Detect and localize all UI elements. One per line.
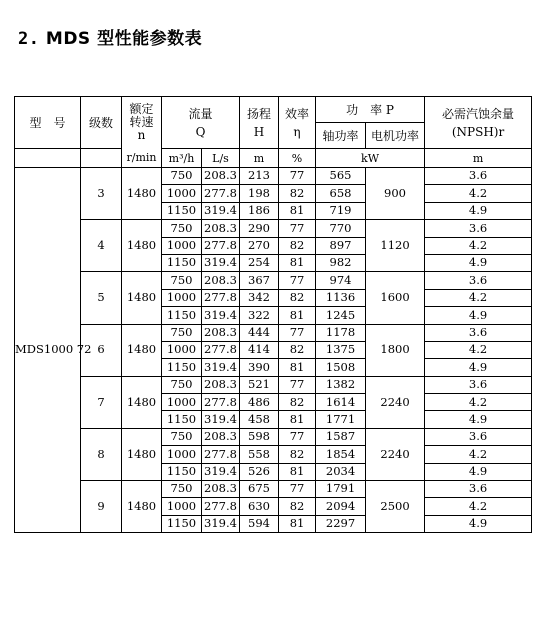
flow-ls-cell: 277.8	[202, 289, 240, 306]
flow-m3h-cell: 750	[162, 428, 202, 445]
flow-ls-cell: 208.3	[202, 220, 240, 237]
shaft-power-cell: 1508	[316, 359, 366, 376]
shaft-power-cell: 974	[316, 272, 366, 289]
unit-npsh: m	[425, 149, 532, 168]
head-cell: 270	[240, 237, 279, 254]
npsh-cell: 4.9	[425, 463, 532, 480]
flow-m3h-cell: 1000	[162, 498, 202, 515]
flow-ls-cell: 319.4	[202, 411, 240, 428]
head-cell: 486	[240, 394, 279, 411]
title-text: MDS 型性能参数表	[45, 29, 203, 49]
header-power: 功 率 P	[316, 97, 425, 123]
shaft-power-cell: 770	[316, 220, 366, 237]
npsh-cell: 4.2	[425, 289, 532, 306]
shaft-power-cell: 1382	[316, 376, 366, 393]
shaft-power-cell: 658	[316, 185, 366, 202]
head-cell: 322	[240, 307, 279, 324]
flow-ls-cell: 277.8	[202, 185, 240, 202]
efficiency-cell: 77	[279, 324, 316, 341]
flow-m3h-cell: 750	[162, 220, 202, 237]
stages-cell: 6	[81, 324, 122, 376]
shaft-power-cell: 2034	[316, 463, 366, 480]
npsh-cell: 4.9	[425, 307, 532, 324]
efficiency-cell: 81	[279, 202, 316, 219]
shaft-power-cell: 1791	[316, 481, 366, 498]
header-efficiency: 效率 η	[279, 97, 316, 149]
header-model: 型 号	[15, 97, 81, 149]
flow-ls-cell: 208.3	[202, 272, 240, 289]
npsh-cell: 4.2	[425, 185, 532, 202]
flow-m3h-cell: 750	[162, 324, 202, 341]
flow-ls-cell: 208.3	[202, 324, 240, 341]
efficiency-cell: 82	[279, 394, 316, 411]
efficiency-cell: 77	[279, 376, 316, 393]
flow-ls-cell: 208.3	[202, 376, 240, 393]
efficiency-cell: 77	[279, 220, 316, 237]
npsh-cell: 3.6	[425, 272, 532, 289]
unit-efficiency: %	[279, 149, 316, 168]
head-cell: 367	[240, 272, 279, 289]
stages-cell: 3	[81, 168, 122, 220]
npsh-cell: 3.6	[425, 376, 532, 393]
flow-ls-cell: 208.3	[202, 168, 240, 185]
table-row	[15, 324, 532, 341]
head-cell: 594	[240, 515, 279, 532]
npsh-cell: 4.2	[425, 237, 532, 254]
npsh-cell: 3.6	[425, 168, 532, 185]
header-motor-power: 电机功率	[366, 123, 425, 149]
head-cell: 444	[240, 324, 279, 341]
unit-model-blank	[15, 149, 81, 168]
unit-power: kW	[316, 149, 425, 168]
flow-m3h-cell: 1150	[162, 515, 202, 532]
header-speed: 额定 转速 n	[122, 97, 162, 149]
header-shaft-power: 轴功率	[316, 123, 366, 149]
flow-m3h-cell: 1150	[162, 463, 202, 480]
shaft-power-cell: 1587	[316, 428, 366, 445]
npsh-cell: 4.9	[425, 411, 532, 428]
stages-cell: 8	[81, 428, 122, 480]
flow-m3h-cell: 750	[162, 376, 202, 393]
motor-power-cell: 1800	[366, 324, 425, 376]
head-cell: 254	[240, 254, 279, 271]
flow-m3h-cell: 1000	[162, 446, 202, 463]
table-row	[15, 168, 532, 185]
stages-cell: 7	[81, 376, 122, 428]
table-row	[15, 428, 532, 445]
speed-cell: 1480	[122, 324, 162, 376]
flow-ls-cell: 277.8	[202, 498, 240, 515]
flow-m3h-cell: 1150	[162, 411, 202, 428]
efficiency-cell: 77	[279, 272, 316, 289]
npsh-cell: 4.2	[425, 394, 532, 411]
flow-ls-cell: 208.3	[202, 428, 240, 445]
flow-m3h-cell: 1000	[162, 341, 202, 358]
efficiency-cell: 77	[279, 428, 316, 445]
shaft-power-cell: 1245	[316, 307, 366, 324]
speed-cell: 1480	[122, 481, 162, 533]
flow-m3h-cell: 1150	[162, 307, 202, 324]
motor-power-cell: 900	[366, 168, 425, 220]
speed-cell: 1480	[122, 272, 162, 324]
npsh-cell: 4.9	[425, 254, 532, 271]
npsh-cell: 4.2	[425, 498, 532, 515]
head-cell: 675	[240, 481, 279, 498]
efficiency-cell: 81	[279, 307, 316, 324]
speed-cell: 1480	[122, 376, 162, 428]
shaft-power-cell: 2094	[316, 498, 366, 515]
shaft-power-cell: 1614	[316, 394, 366, 411]
header-stages: 级数	[81, 97, 122, 149]
efficiency-cell: 82	[279, 289, 316, 306]
shaft-power-cell: 1136	[316, 289, 366, 306]
npsh-cell: 4.9	[425, 359, 532, 376]
speed-cell: 1480	[122, 428, 162, 480]
title-number: 2.	[18, 29, 40, 49]
flow-m3h-cell: 1000	[162, 394, 202, 411]
flow-ls-cell: 277.8	[202, 394, 240, 411]
unit-flow-m3h: m³/h	[162, 149, 202, 168]
efficiency-cell: 82	[279, 341, 316, 358]
head-cell: 598	[240, 428, 279, 445]
motor-power-cell: 2240	[366, 428, 425, 480]
speed-cell: 1480	[122, 168, 162, 220]
efficiency-cell: 81	[279, 359, 316, 376]
flow-ls-cell: 319.4	[202, 254, 240, 271]
header-head: 扬程 H	[240, 97, 279, 149]
head-cell: 521	[240, 376, 279, 393]
flow-m3h-cell: 1150	[162, 254, 202, 271]
table-row	[15, 272, 532, 289]
flow-ls-cell: 319.4	[202, 463, 240, 480]
table-row	[15, 376, 532, 393]
flow-ls-cell: 319.4	[202, 515, 240, 532]
efficiency-cell: 81	[279, 411, 316, 428]
flow-ls-cell: 319.4	[202, 359, 240, 376]
flow-m3h-cell: 1000	[162, 185, 202, 202]
shaft-power-cell: 719	[316, 202, 366, 219]
npsh-cell: 4.9	[425, 515, 532, 532]
head-cell: 414	[240, 341, 279, 358]
shaft-power-cell: 982	[316, 254, 366, 271]
npsh-cell: 3.6	[425, 324, 532, 341]
shaft-power-cell: 1375	[316, 341, 366, 358]
page-title	[18, 24, 202, 49]
flow-ls-cell: 319.4	[202, 307, 240, 324]
head-cell: 213	[240, 168, 279, 185]
table-row	[15, 481, 532, 498]
stages-cell: 5	[81, 272, 122, 324]
unit-head: m	[240, 149, 279, 168]
motor-power-cell: 1600	[366, 272, 425, 324]
npsh-cell: 4.2	[425, 341, 532, 358]
unit-speed: r/min	[122, 149, 162, 168]
efficiency-cell: 77	[279, 168, 316, 185]
efficiency-cell: 81	[279, 254, 316, 271]
stages-cell: 9	[81, 481, 122, 533]
head-cell: 198	[240, 185, 279, 202]
flow-ls-cell: 208.3	[202, 481, 240, 498]
flow-m3h-cell: 1000	[162, 237, 202, 254]
shaft-power-cell: 1771	[316, 411, 366, 428]
npsh-cell: 4.2	[425, 446, 532, 463]
head-cell: 186	[240, 202, 279, 219]
flow-m3h-cell: 750	[162, 168, 202, 185]
npsh-cell: 3.6	[425, 220, 532, 237]
model-cell: MDS1000 72	[15, 168, 81, 533]
motor-power-cell: 1120	[366, 220, 425, 272]
shaft-power-cell: 897	[316, 237, 366, 254]
efficiency-cell: 82	[279, 446, 316, 463]
shaft-power-cell: 1178	[316, 324, 366, 341]
flow-ls-cell: 277.8	[202, 237, 240, 254]
speed-cell: 1480	[122, 220, 162, 272]
stages-cell: 4	[81, 220, 122, 272]
motor-power-cell: 2240	[366, 376, 425, 428]
head-cell: 390	[240, 359, 279, 376]
npsh-cell: 3.6	[425, 481, 532, 498]
head-cell: 290	[240, 220, 279, 237]
flow-m3h-cell: 1150	[162, 202, 202, 219]
head-cell: 526	[240, 463, 279, 480]
efficiency-cell: 81	[279, 463, 316, 480]
shaft-power-cell: 2297	[316, 515, 366, 532]
head-cell: 630	[240, 498, 279, 515]
flow-ls-cell: 277.8	[202, 446, 240, 463]
flow-m3h-cell: 750	[162, 481, 202, 498]
performance-table	[14, 96, 532, 533]
npsh-cell: 3.6	[425, 428, 532, 445]
efficiency-cell: 82	[279, 185, 316, 202]
unit-stages-blank	[81, 149, 122, 168]
efficiency-cell: 77	[279, 481, 316, 498]
efficiency-cell: 81	[279, 515, 316, 532]
unit-flow-ls: L/s	[202, 149, 240, 168]
flow-m3h-cell: 750	[162, 272, 202, 289]
flow-ls-cell: 277.8	[202, 341, 240, 358]
shaft-power-cell: 565	[316, 168, 366, 185]
head-cell: 558	[240, 446, 279, 463]
efficiency-cell: 82	[279, 498, 316, 515]
table-row	[15, 220, 532, 237]
npsh-cell: 4.9	[425, 202, 532, 219]
header-flow: 流量 Q	[162, 97, 240, 149]
head-cell: 458	[240, 411, 279, 428]
header-npsh: 必需汽蚀余量 (NPSH)r	[425, 97, 532, 149]
flow-ls-cell: 319.4	[202, 202, 240, 219]
motor-power-cell: 2500	[366, 481, 425, 533]
head-cell: 342	[240, 289, 279, 306]
flow-m3h-cell: 1000	[162, 289, 202, 306]
flow-m3h-cell: 1150	[162, 359, 202, 376]
efficiency-cell: 82	[279, 237, 316, 254]
shaft-power-cell: 1854	[316, 446, 366, 463]
